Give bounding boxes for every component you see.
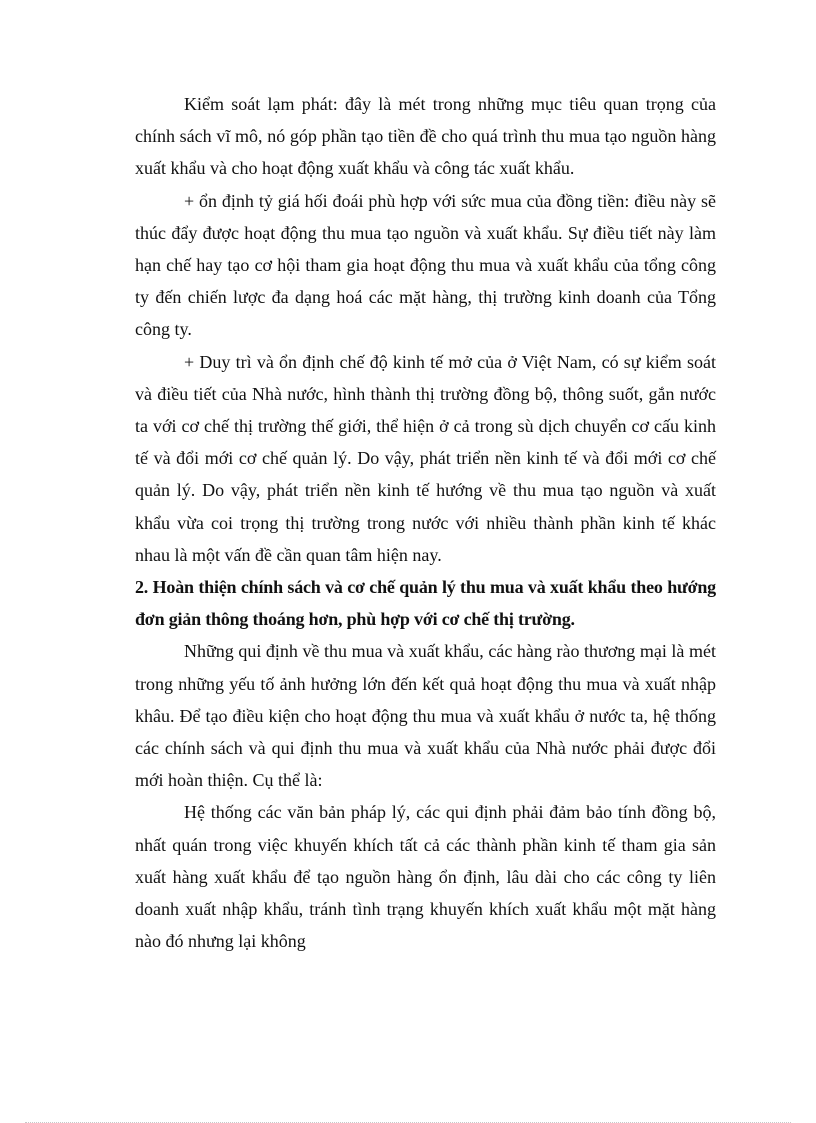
paragraph-exchange-rate: + ổn định tỷ giá hối đoái phù hợp với sức mua của đồng tiền: điều này sẽ thúc đẩy được hoạt động thu mua tạo nguồn và xuất khẩu. Sự điều tiết này làm hạn chế hay tạo cơ hội tham gia hoạt động thu mua và xuất khẩu của tổng công ty đến chiến lược đa dạng hoá các mặt hàng, thị trường kinh doanh của Tổng công ty.: [135, 190, 716, 340]
paragraph-trade-regulations: Những qui định về thu mua và xuất khẩu, các hàng rào thương mại là mét trong những yếu tố ảnh hưởng lớn đến kết quả hoạt động thu mua và xuất nhập khâu. Để tạo điều kiện cho hoạt động thu mua và xuất khẩu ở nước ta, hệ thống các chính sách và qui định thu mua và xuất khẩu của Nhà nước phải được đổi mới hoàn thiện. Cụ thể là:: [135, 641, 716, 791]
section-heading-2: 2. Hoàn thiện chính sách và cơ chế quản lý thu mua và xuất khẩu theo hướng đơn giản thông thoáng hơn, phù hợp với cơ chế thị trường.: [135, 577, 716, 630]
paragraph-inflation-control: Kiểm soát lạm phát: đây là mét trong những mục tiêu quan trọng của chính sách vĩ mô, nó góp phần tạo tiền đề cho quá trình thu mua tạo nguồn hàng xuất khẩu và cho hoạt động xuất khẩu và công tác xuất khẩu.: [135, 94, 716, 179]
document-page: [135, 88, 716, 957]
paragraph-open-economy: + Duy trì và ổn định chế độ kinh tế mở của ở Việt Nam, có sự kiểm soát và điều tiết của Nhà nước, hình thành thị trường đồng bộ, thông suốt, gắn nước ta với cơ chế thị trường thế giới, thể hiện ở cả trong sù dịch chuyển cơ cấu kinh tế và đổi mới cơ chế quản lý. Do vậy, phát triển nền kinh tế và đổi mới cơ chế quản lý. Do vậy, phát triển nền kinh tế hướng về thu mua tạo nguồn và xuất khẩu vừa coi trọng thị trường trong nước với nhiều thành phần kinh tế khác nhau là một vấn đề cần quan tâm hiện nay.: [135, 351, 716, 565]
paragraph-legal-system: Hệ thống các văn bản pháp lý, các qui định phải đảm bảo tính đồng bộ, nhất quán trong việc khuyến khích tất cả các thành phần kinh tế tham gia sản xuất hàng xuất khẩu để tạo nguồn hàng ổn định, lâu dài cho các công ty liên doanh xuất nhập khẩu, tránh tình trạng khuyến khích xuất khẩu một mặt hàng nào đó nhưng lại không: [135, 802, 716, 952]
